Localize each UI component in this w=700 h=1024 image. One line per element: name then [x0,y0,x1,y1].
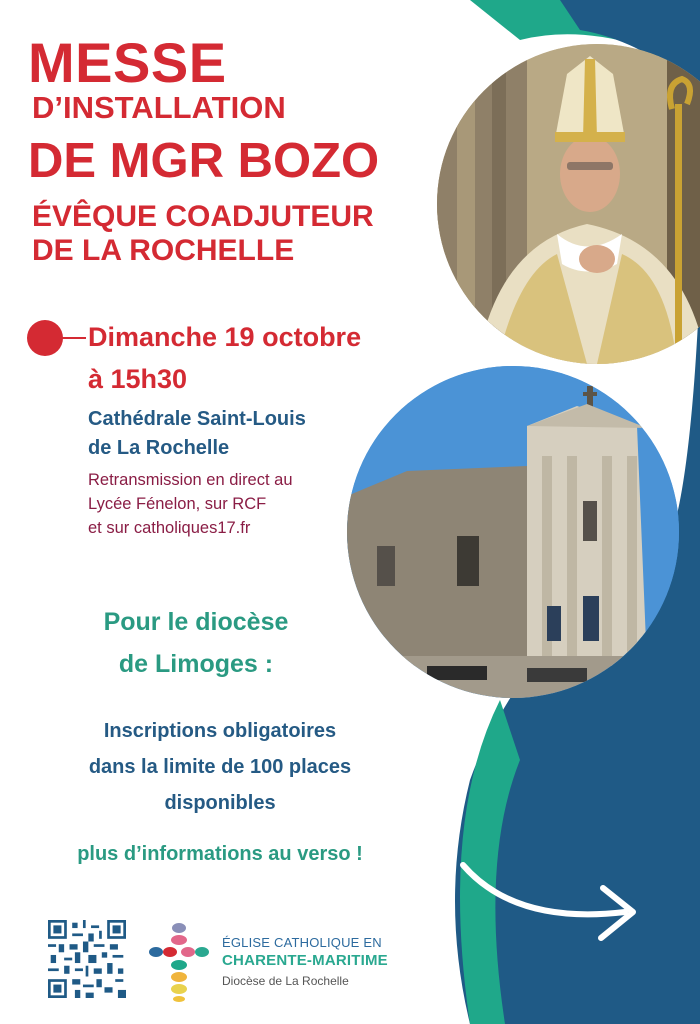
event-date: Dimanche 19 octobre [88,322,362,352]
broadcast-line1: Retransmission en direct au [88,471,293,489]
cross-logo-icon [148,922,210,1002]
broadcast-info [88,468,293,540]
diocese-heading-line2: de Limoges : [118,650,274,678]
event-time: à 15h30 [88,364,188,394]
arrow-right-icon [455,850,655,960]
broadcast-line2: Lycée Fénelon, sur RCF [88,495,267,513]
registration-info [30,713,410,821]
qr-code-icon[interactable] [48,920,126,998]
date-bullet-dot [27,320,63,356]
date-bullet-line [60,337,86,339]
registration-line1: Inscriptions obligatoires [103,720,337,742]
cathedral-photo-illustration [347,366,679,698]
title-messe: MESSE [28,31,227,94]
title-role-line2: DE LA ROCHELLE [32,234,295,267]
event-place [88,405,306,463]
more-info-text: plus d’informations au verso ! [77,843,363,865]
logo-text-line1: ÉGLISE CATHOLIQUE EN [222,935,382,950]
title-role [32,200,374,268]
title-bishop-name: DE MGR BOZO [28,134,380,188]
registration-line3: disponibles [164,792,276,814]
diocese-heading-line1: Pour le diocèse [103,608,289,636]
broadcast-line3: et sur catholiques17.fr [88,519,251,537]
event-place-line1: Cathédrale Saint-Louis [88,408,306,430]
cathedral-photo [347,366,679,698]
registration-line2: dans la limite de 100 places [88,756,352,778]
title-role-line1: ÉVÊQUE COADJUTEUR [32,200,374,233]
event-place-line2: de La Rochelle [88,437,230,459]
logo-text-line2: CHARENTE-MARITIME [222,952,388,969]
title-installation: D’INSTALLATION [32,90,286,125]
logo-text-line3: Diocèse de La Rochelle [222,974,349,988]
